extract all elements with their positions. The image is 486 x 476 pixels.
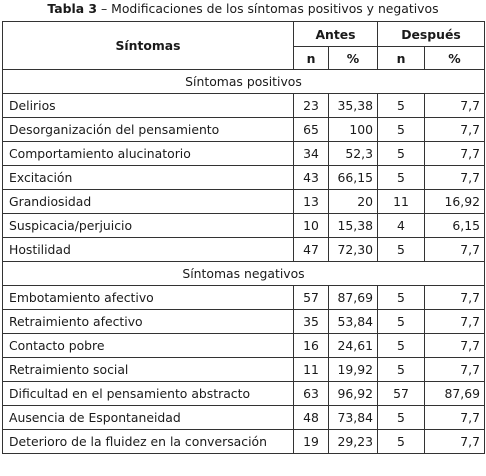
table-body (3, 70, 485, 454)
despues-pct-cell: 16,92 (425, 190, 485, 214)
symptom-name-cell: Embotamiento afectivo (3, 286, 294, 310)
despues-n-cell: 5 (378, 166, 425, 190)
table-row (3, 358, 485, 382)
table-row (3, 406, 485, 430)
header-antes: Antes (294, 22, 378, 47)
antes-pct-cell: 19,92 (329, 358, 378, 382)
antes-pct-cell: 53,84 (329, 310, 378, 334)
antes-n-cell: 34 (294, 142, 329, 166)
symptom-name-cell: Hostilidad (3, 238, 294, 262)
section-title: Síntomas positivos (3, 70, 485, 94)
table-row (3, 310, 485, 334)
antes-n-cell: 63 (294, 382, 329, 406)
despues-pct-cell: 7,7 (425, 334, 485, 358)
despues-n-cell: 57 (378, 382, 425, 406)
despues-pct-cell: 7,7 (425, 430, 485, 454)
despues-n-cell: 5 (378, 334, 425, 358)
antes-pct-cell: 35,38 (329, 94, 378, 118)
antes-pct-cell: 24,61 (329, 334, 378, 358)
antes-pct-cell: 52,3 (329, 142, 378, 166)
header-antes-pct: % (329, 47, 378, 70)
antes-pct-cell: 100 (329, 118, 378, 142)
antes-pct-cell: 66,15 (329, 166, 378, 190)
symptom-name-cell: Comportamiento alucinatorio (3, 142, 294, 166)
table-row (3, 286, 485, 310)
section-title: Síntomas negativos (3, 262, 485, 286)
symptom-name-cell: Desorganización del pensamiento (3, 118, 294, 142)
header-despues-pct: % (425, 47, 485, 70)
antes-pct-cell: 87,69 (329, 286, 378, 310)
despues-pct-cell: 7,7 (425, 238, 485, 262)
despues-n-cell: 5 (378, 94, 425, 118)
table-row (3, 334, 485, 358)
section-row (3, 70, 485, 94)
despues-pct-cell: 7,7 (425, 310, 485, 334)
symptom-name-cell: Excitación (3, 166, 294, 190)
header-despues-n: n (378, 47, 425, 70)
antes-pct-cell: 20 (329, 190, 378, 214)
despues-pct-cell: 6,15 (425, 214, 485, 238)
antes-pct-cell: 96,92 (329, 382, 378, 406)
despues-n-cell: 5 (378, 406, 425, 430)
despues-pct-cell: 7,7 (425, 166, 485, 190)
despues-n-cell: 5 (378, 310, 425, 334)
table-row (3, 118, 485, 142)
despues-n-cell: 4 (378, 214, 425, 238)
antes-n-cell: 43 (294, 166, 329, 190)
symptom-name-cell: Retraimiento afectivo (3, 310, 294, 334)
table-row (3, 430, 485, 454)
despues-pct-cell: 87,69 (425, 382, 485, 406)
table-caption-text: – Modificaciones de los síntomas positivos y negativos (97, 1, 439, 16)
despues-n-cell: 11 (378, 190, 425, 214)
table-row (3, 214, 485, 238)
despues-n-cell: 5 (378, 118, 425, 142)
despues-pct-cell: 7,7 (425, 118, 485, 142)
symptom-name-cell: Ausencia de Espontaneidad (3, 406, 294, 430)
symptom-name-cell: Delirios (3, 94, 294, 118)
header-antes-n: n (294, 47, 329, 70)
symptoms-table (2, 21, 485, 454)
table-row (3, 238, 485, 262)
table-row (3, 190, 485, 214)
despues-pct-cell: 7,7 (425, 406, 485, 430)
table-row (3, 94, 485, 118)
antes-pct-cell: 73,84 (329, 406, 378, 430)
despues-pct-cell: 7,7 (425, 142, 485, 166)
despues-pct-cell: 7,7 (425, 94, 485, 118)
antes-n-cell: 13 (294, 190, 329, 214)
despues-n-cell: 5 (378, 358, 425, 382)
symptom-name-cell: Grandiosidad (3, 190, 294, 214)
symptom-name-cell: Suspicacia/perjuicio (3, 214, 294, 238)
antes-n-cell: 23 (294, 94, 329, 118)
table-row (3, 142, 485, 166)
symptom-name-cell: Dificultad en el pensamiento abstracto (3, 382, 294, 406)
despues-n-cell: 5 (378, 238, 425, 262)
antes-pct-cell: 72,30 (329, 238, 378, 262)
antes-n-cell: 19 (294, 430, 329, 454)
despues-n-cell: 5 (378, 430, 425, 454)
table-caption-label: Tabla 3 (47, 1, 98, 16)
header-sintomas: Síntomas (3, 22, 294, 70)
antes-n-cell: 10 (294, 214, 329, 238)
symptom-name-cell: Retraimiento social (3, 358, 294, 382)
antes-n-cell: 48 (294, 406, 329, 430)
antes-n-cell: 57 (294, 286, 329, 310)
despues-n-cell: 5 (378, 286, 425, 310)
header-despues: Después (378, 22, 485, 47)
despues-pct-cell: 7,7 (425, 286, 485, 310)
table-row (3, 382, 485, 406)
symptom-name-cell: Deterioro de la fluidez en la conversación (3, 430, 294, 454)
symptom-name-cell: Contacto pobre (3, 334, 294, 358)
table-caption (0, 0, 486, 21)
antes-n-cell: 47 (294, 238, 329, 262)
despues-n-cell: 5 (378, 142, 425, 166)
antes-n-cell: 16 (294, 334, 329, 358)
antes-pct-cell: 29,23 (329, 430, 378, 454)
antes-n-cell: 65 (294, 118, 329, 142)
despues-pct-cell: 7,7 (425, 358, 485, 382)
antes-n-cell: 35 (294, 310, 329, 334)
table-row (3, 166, 485, 190)
table-header-row (3, 22, 485, 47)
antes-pct-cell: 15,38 (329, 214, 378, 238)
section-row (3, 262, 485, 286)
antes-n-cell: 11 (294, 358, 329, 382)
